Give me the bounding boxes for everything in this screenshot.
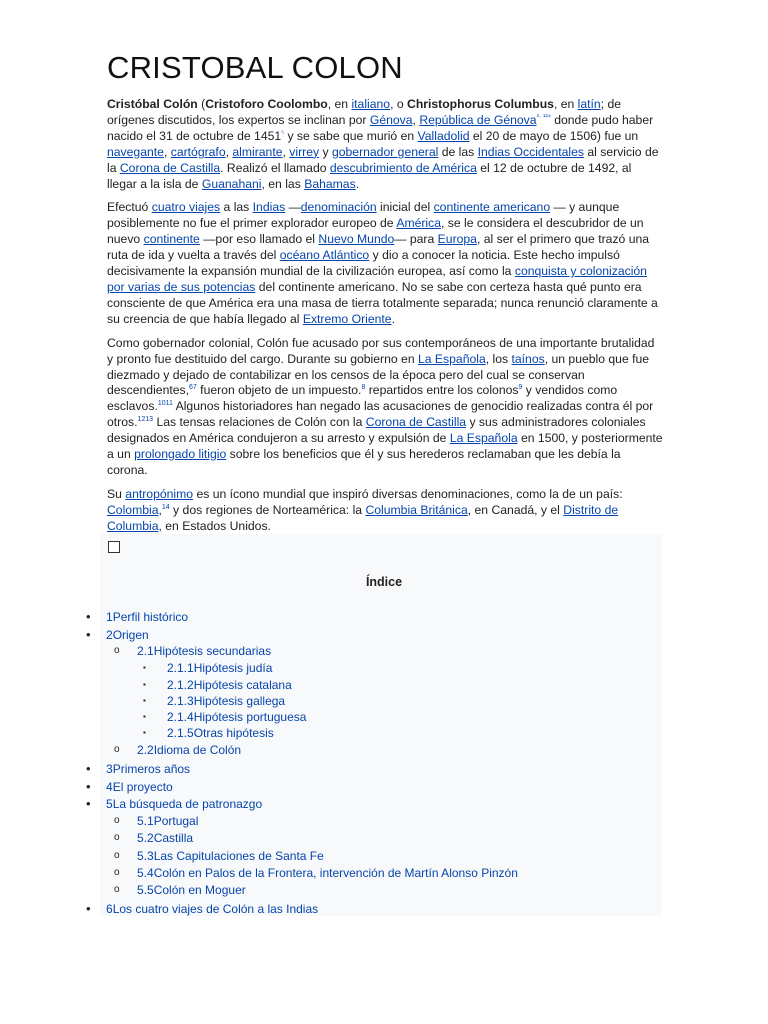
link-tainos[interactable]: taínos <box>511 351 545 366</box>
toc-item-number: 2.1 <box>137 644 154 658</box>
text: , en Canadá, y el <box>467 502 564 517</box>
toc-item-number: 5 <box>106 797 113 811</box>
toc-bullet: o <box>114 645 120 656</box>
text: Su <box>107 486 126 501</box>
link-corona-castilla-2[interactable]: Corona de Castilla <box>365 415 467 430</box>
link-republica-genova[interactable]: República de Génova <box>419 112 537 127</box>
text: , en <box>327 97 352 111</box>
text: Algunos historiadores han negado las acusaciones de genocidio realizadas contra él por otros. <box>107 399 654 430</box>
text: del continente americano. No se sabe con certeza hasta qué punto era consciente de que América era una masa de tierra totalmente separada; nunca renunció claramente a su creencia de que había llegado al <box>107 279 658 326</box>
link-america[interactable]: América <box>396 216 442 231</box>
text: ; de orígenes discutidos, los expertos se inclinan por <box>107 97 622 127</box>
toc-item[interactable] <box>106 901 318 917</box>
name-paragraph <box>107 487 663 535</box>
toc-item-number: 2.1.4 <box>167 710 194 724</box>
toc-bullet: • <box>86 901 91 916</box>
text: , <box>163 144 171 159</box>
text: el 20 de mayo de 1506) fue un <box>469 128 639 143</box>
toc-bullet: o <box>114 850 120 861</box>
toc-item-number: 5.2 <box>137 831 154 845</box>
text: Las tensas relaciones de Colón con la <box>153 415 366 430</box>
text: y sus administradores coloniales designados en América condujeron a su arresto y expulsión de <box>107 415 646 446</box>
link-conquista-colonizacion[interactable]: conquista y colonización por varias de sus potencias <box>107 264 647 294</box>
link-virrey[interactable]: virrey <box>289 144 320 159</box>
toc-item-label: Hipótesis judía <box>193 661 273 675</box>
toc-item-number: 2.1.1 <box>167 661 194 675</box>
toc-bullet: o <box>114 867 120 878</box>
text: a las <box>220 200 253 215</box>
text: , se le considera el descubridor de un nuevo <box>107 216 644 247</box>
text: , <box>282 144 290 159</box>
link-indias[interactable]: Indias <box>252 200 286 215</box>
link-gobernador-general[interactable]: gobernador general <box>331 144 439 159</box>
toc-item[interactable] <box>106 609 188 625</box>
link-cuatro-viajes[interactable]: cuatro viajes <box>151 200 221 215</box>
toc-item-label: Colón en Moguer <box>153 883 246 897</box>
toc-bullet: • <box>86 627 91 642</box>
toc-bullet: ▪ <box>143 712 146 721</box>
ref-8[interactable]: 8 <box>361 384 366 392</box>
link-cartografo[interactable]: cartógrafo <box>170 144 226 159</box>
toc-item-label: Los cuatro viajes de Colón a las Indias <box>112 902 319 916</box>
toc-item[interactable] <box>167 725 274 741</box>
ref-9[interactable]: 9 <box>518 384 523 392</box>
toc-item[interactable] <box>167 677 292 693</box>
text: — <box>285 200 301 215</box>
link-almirante[interactable]: almirante <box>232 144 283 159</box>
link-la-espanola[interactable]: La Española <box>417 351 486 366</box>
toc-item-label: Hipótesis secundarias <box>153 644 272 658</box>
toc-bullet: • <box>86 779 91 794</box>
toc-item-label: Idioma de Colón <box>153 743 242 757</box>
link-latin[interactable]: latín <box>577 97 601 111</box>
toc-item-number: 5.3 <box>137 849 154 863</box>
text: , un pueblo que fue diezmado y dejado de contabilizar en los censos de la época pero del cual se conservan descendientes, <box>107 351 650 398</box>
toc-item-label: El proyecto <box>112 780 173 794</box>
governor-paragraph <box>107 336 663 479</box>
toc-item-number: 5.4 <box>137 866 154 880</box>
text: , en Estados Unidos. <box>158 518 271 533</box>
article-body <box>107 97 663 543</box>
text: . <box>355 176 360 191</box>
text: y dio a conocer la noticia. Este hecho impulsó decisivamente la expansión mundial de la civilización europea, así como la <box>107 248 620 279</box>
toc-bullet: • <box>86 796 91 811</box>
toc-item[interactable] <box>137 742 241 758</box>
subject-name: Cristóbal Colón <box>107 97 198 111</box>
text: . <box>391 311 395 326</box>
toc-item[interactable] <box>137 643 271 659</box>
toc-item-number: 6 <box>106 902 113 916</box>
toc-bullet: ▪ <box>143 680 146 689</box>
text: fueron objeto de un impuesto. <box>196 383 362 398</box>
text: inicial del <box>376 200 434 215</box>
toc-item-number: 1 <box>106 610 113 624</box>
toc-bullet: o <box>114 832 120 843</box>
text: , en las <box>261 176 305 191</box>
text: . Realizó el llamado <box>220 160 330 175</box>
link-continente-americano[interactable]: continente americano <box>433 200 551 215</box>
ref-5[interactable]: ⁵ <box>281 129 285 137</box>
toc-item-label: Colón en Palos de la Frontera, intervención de Martín Alonso Pinzón <box>153 866 518 880</box>
text: repartidos entre los colonos <box>365 383 519 398</box>
toc-item[interactable] <box>106 761 190 777</box>
toc-item-number: 2.2 <box>137 743 154 757</box>
toc-item[interactable] <box>167 709 306 725</box>
toc-item-number: 2.1.5 <box>167 726 194 740</box>
toc-item-number: 2.1.3 <box>167 694 194 708</box>
toc-item[interactable] <box>106 779 173 795</box>
toc-item-label: Castilla <box>153 831 194 845</box>
link-italiano[interactable]: italiano <box>351 97 391 111</box>
toc-bullet: ▪ <box>143 696 146 705</box>
text: Como gobernador colonial, Colón fue acusado por sus contemporáneos de una importante brutalidad y pronto fue destituido del cargo. Durante su gobierno en <box>107 335 655 366</box>
toc-item-label: Portugal <box>153 814 199 828</box>
latin-name: Christophorus Columbus <box>407 97 554 111</box>
ref-14[interactable]: 14 <box>161 503 170 511</box>
text: , al ser el primero que trazó una ruta de ida y vuelta a través del <box>107 232 650 263</box>
toc-item[interactable] <box>137 813 198 829</box>
link-la-espanola-2[interactable]: La Española <box>449 431 518 446</box>
text: donde pudo haber nacido el 31 de octubre de 1451 <box>107 112 654 143</box>
toc-toggle-checkbox[interactable] <box>108 541 120 553</box>
toc-item-number: 5.1 <box>137 814 154 828</box>
toc-item-label: Primeros años <box>112 762 191 776</box>
toc-item-number: 3 <box>106 762 113 776</box>
toc-item-label: La búsqueda de patronazgo <box>112 797 263 811</box>
toc-item-label: Hipótesis portuguesa <box>193 710 307 724</box>
link-corona-castilla[interactable]: Corona de Castilla <box>119 160 221 175</box>
text: — y aunque posiblemente no fue el primer explorador europeo de <box>107 200 620 231</box>
text: y <box>319 144 332 159</box>
toc-item[interactable] <box>167 660 272 676</box>
toc-item[interactable] <box>106 627 149 643</box>
text: Efectuó <box>107 200 152 215</box>
link-extremo-oriente[interactable]: Extremo Oriente <box>302 311 392 326</box>
toc-title: Índice <box>365 575 403 589</box>
toc-item-label: Hipótesis catalana <box>193 678 292 692</box>
link-continente[interactable]: continente <box>143 232 200 247</box>
toc-item-number: 5.5 <box>137 883 154 897</box>
ref-3-124[interactable]: ³· ¹²⁴ <box>536 113 551 121</box>
text: y se sabe que murió en <box>284 128 418 143</box>
intro-paragraph <box>107 97 663 192</box>
link-columbia-britanica[interactable]: Columbia Británica <box>365 502 468 517</box>
toc-bullet: • <box>86 761 91 776</box>
toc-item-label: Otras hipótesis <box>193 726 274 740</box>
link-indias-occidentales[interactable]: Indias Occidentales <box>477 144 585 159</box>
text: ( <box>197 97 206 111</box>
toc-item[interactable] <box>137 882 246 898</box>
text: sobre los beneficios que él y sus herederos reclamaban que les debía la corona. <box>107 447 621 477</box>
text: y dos regiones de Norteamérica: la <box>169 502 366 517</box>
link-valladolid[interactable]: Valladolid <box>417 128 470 143</box>
text: —por eso llamado el <box>199 232 319 247</box>
ref-67[interactable]: 67 <box>189 384 197 392</box>
toc-item[interactable] <box>167 693 285 709</box>
toc-item[interactable] <box>137 848 324 864</box>
text: y vendidos como esclavos. <box>107 383 618 414</box>
text: , en <box>553 97 578 111</box>
link-prolongado-litigio[interactable]: prolongado litigio <box>134 447 227 462</box>
toc-item-label: Las Capitulaciones de Santa Fe <box>153 849 324 863</box>
text: , <box>412 112 420 127</box>
text: , o <box>390 97 408 111</box>
link-nuevo-mundo[interactable]: Nuevo Mundo <box>318 232 395 247</box>
toc-item-number: 2 <box>106 628 113 642</box>
text: en 1500, y posteriormente a un <box>107 431 663 462</box>
page-title: CRISTOBAL COLON <box>107 50 403 85</box>
toc-item-label: Hipótesis gallega <box>193 694 286 708</box>
ref-1213[interactable]: 1213 <box>137 416 154 424</box>
link-oceano-atlantico[interactable]: océano Atlántico <box>279 248 370 263</box>
link-bahamas[interactable]: Bahamas <box>304 176 356 191</box>
toc-bullet: ▪ <box>143 728 146 737</box>
text: , los <box>485 351 512 366</box>
link-antroponimo[interactable]: antropónimo <box>125 486 194 501</box>
text: el 12 de octubre de 1492, al llegar a la isla de <box>107 160 632 191</box>
link-colombia[interactable]: Colombia <box>107 502 159 517</box>
toc-item-number: 4 <box>106 780 113 794</box>
link-genova[interactable]: Génova <box>369 112 413 127</box>
toc-bullet: o <box>114 744 120 755</box>
toc-item-label: Perfil histórico <box>112 610 189 624</box>
text: de las <box>438 144 478 159</box>
toc-item-number: 2.1.2 <box>167 678 194 692</box>
toc-bullet: ▪ <box>143 663 146 672</box>
text: al servicio de la <box>107 144 659 175</box>
text: , <box>158 502 162 517</box>
link-denominacion[interactable]: denominación <box>300 200 377 215</box>
text: es un ícono mundial que inspiró diversas denominaciones, como la de un país: <box>193 486 623 501</box>
link-distrito-columbia[interactable]: Distrito de Columbia <box>107 502 619 533</box>
link-descubrimiento-america[interactable]: descubrimiento de América <box>329 160 477 175</box>
voyages-paragraph <box>107 200 663 327</box>
link-europa[interactable]: Europa <box>437 232 477 247</box>
toc-item[interactable] <box>137 830 193 846</box>
toc-item-label: Origen <box>112 628 149 642</box>
ref-1011[interactable]: 1011 <box>157 400 173 408</box>
toc-bullet: o <box>114 884 120 895</box>
toc-bullet: o <box>114 815 120 826</box>
link-guanahani[interactable]: Guanahani <box>201 176 262 191</box>
link-navegante[interactable]: navegante <box>107 144 164 159</box>
toc-item[interactable] <box>106 796 262 812</box>
toc-bullet: • <box>86 609 91 624</box>
italian-name: Cristoforo Coolombo <box>205 97 328 111</box>
text: — para <box>394 232 438 247</box>
toc-item[interactable] <box>137 865 518 881</box>
text: , <box>225 144 233 159</box>
